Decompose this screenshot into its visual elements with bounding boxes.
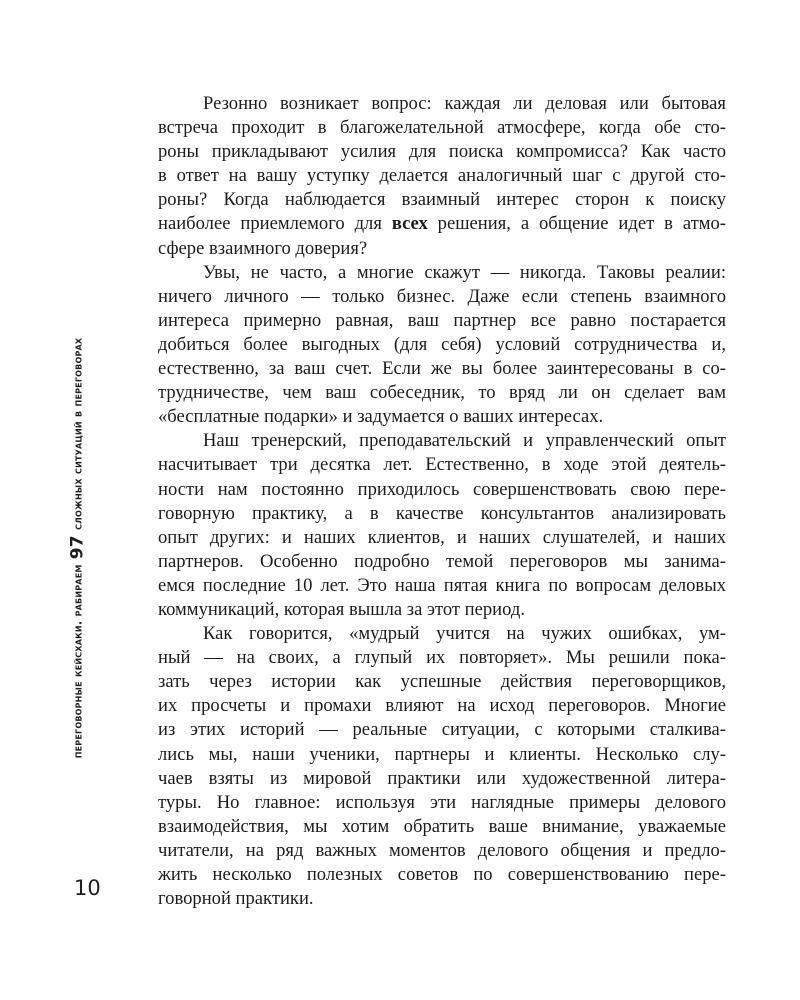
text-line: сфере взаимного доверия?	[158, 237, 368, 259]
text-line: ный — на своих, а глупый их повторяет». Мы решили пока-	[158, 647, 726, 669]
running-head-subtitle-end: сложных ситуаций в переговорах	[70, 337, 85, 530]
text-line: интереса примерно равная, ваш партнер все равно постарается	[158, 309, 726, 331]
running-head-number: 97	[67, 535, 88, 560]
text-line: Увы, не часто, а многие скажут — никогда. Таковы реалии:	[203, 261, 726, 283]
text-line: партнеров. Особенно подробно темой переговоров мы занима-	[158, 550, 726, 572]
page-number: 10	[74, 876, 101, 900]
text-line: их просчеты и промахи влияют на исход переговоров. Многие	[158, 695, 726, 717]
text-line: роны? Когда наблюдается взаимный интерес сторон к поиску	[158, 189, 726, 211]
text-line: добиться более выгодных (для себя) условий сотрудничества и,	[158, 333, 726, 355]
bold-emphasis: всех	[391, 213, 428, 235]
text-line: естественно, за ваш счет. Если же вы более заинтересованы в со-	[158, 358, 726, 380]
text-line: из этих историй — реальные ситуации, с которыми сталкива-	[158, 719, 726, 741]
running-head-subtitle-start: рабираем	[70, 564, 85, 617]
text-line	[158, 212, 726, 236]
paragraph	[158, 261, 726, 430]
text-line: насчитывает три десятка лет. Естественно, в ходе этой деятель-	[158, 454, 726, 476]
text-line: Наш тренерский, преподавательский и управленческий опыт	[203, 430, 726, 452]
text-line: туры. Но главное: используя эти наглядные примеры делового	[158, 791, 726, 813]
text-line: Как говорится, «мудрый учится на чужих ошибках, ум-	[203, 623, 726, 645]
text-line: встреча проходит в благожелательной атмосфере, когда обе сто-	[158, 117, 726, 139]
text-run: решения, а общение идет в атмо-	[427, 213, 726, 235]
text-line: ничего личного — только бизнес. Даже если степень взаимного	[158, 285, 726, 307]
paragraph	[158, 429, 726, 622]
text-line: говорную практику, а в качестве консультантов анализировать	[158, 502, 726, 524]
text-line: взаимодействия, мы хотим обратить ваше внимание, уважаемые	[158, 815, 726, 837]
text-run: наиболее приемлемого для	[158, 213, 392, 235]
text-line: зать через истории как успешные действия переговорщиков,	[158, 671, 726, 693]
text-line: читатели, на ряд важных моментов делового общения и предло-	[158, 839, 726, 861]
text-line: ности нам постоянно приходилось совершенствовать свою пере-	[158, 478, 726, 500]
running-head-book-title: переговорные кейсхаки.	[70, 620, 85, 759]
paragraph	[158, 622, 726, 911]
paragraph	[158, 92, 726, 261]
body-text	[158, 92, 726, 911]
text-line: коммуникаций, которая вышла за этот период.	[158, 598, 526, 620]
text-line: «бесплатные подарки» и задумается о ваших интересах.	[158, 406, 604, 428]
text-line: чаев взяты из мировой практики или художественной литера-	[158, 767, 726, 789]
running-head-text	[67, 337, 88, 759]
text-line: опыт других: и наших клиентов, и наших слушателей, и наших	[158, 526, 726, 548]
text-line: емся последние 10 лет. Это наша пятая книга по вопросам деловых	[158, 574, 726, 596]
text-line: роны прикладывают усилия для поиска компромисса? Как часто	[158, 141, 726, 163]
text-line: Резонно возникает вопрос: каждая ли деловая или бытовая	[203, 93, 726, 114]
text-line: трудничестве, чем ваш собеседник, то вряд ли он сделает вам	[158, 382, 726, 404]
text-line: лись мы, наши ученики, партнеры и клиенты. Несколько слу-	[158, 743, 726, 765]
text-line: жить несколько полезных советов по совершенствованию пере-	[158, 864, 726, 885]
text-line: в ответ на вашу уступку делается аналогичный шаг с другой сто-	[158, 165, 726, 187]
text-line: говорной практики.	[158, 888, 314, 910]
